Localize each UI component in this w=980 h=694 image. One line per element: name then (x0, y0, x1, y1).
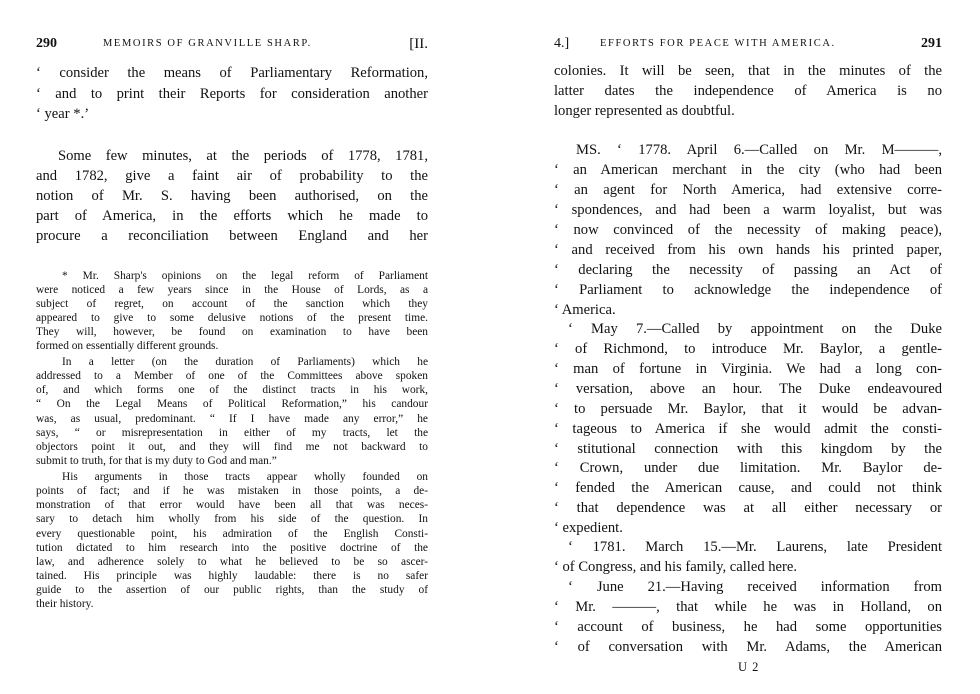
ms-line: ‘ man of fortune in Virginia. We had a long con- (554, 361, 942, 377)
footnote-line: tained. His principle was highly laudable: there is no safer (36, 570, 428, 582)
ms-line: ‘ an agent for North America, had extensive corre- (554, 182, 942, 198)
paragraph-line: Some few minutes, at the periods of 1778, 1781, (58, 148, 428, 164)
footnote-line: sary to detach him wholly from his side of the question. In (36, 513, 428, 525)
footnote-line: addressed to a Member of one of the Committees above spoken (36, 370, 428, 382)
ms-line: ‘ Crown, under due limitation. Mr. Baylor de- (554, 460, 942, 476)
page-number: 290 (36, 36, 57, 51)
footnote-line: says, “ or misrepresentation in either of my tracts, let the (36, 427, 428, 439)
ms-line: ‘ June 21.—Having received information from (568, 579, 942, 595)
footnote-line: formed on essentially different grounds. (36, 340, 219, 352)
ms-line: ‘ to persuade Mr. Baylor, that it would be advan- (554, 401, 942, 417)
paragraph-line: part of America, in the efforts which he made to (36, 208, 428, 224)
paragraph-line: notion of Mr. S. having been authorised, on the (36, 188, 428, 204)
left-page (36, 0, 428, 694)
right-page (554, 0, 942, 694)
footnote-line: subject of regret, on account of the sanction which they (36, 298, 428, 310)
ms-line: MS. ‘ 1778. April 6.—Called on Mr. M———, (576, 142, 942, 158)
intro-line: colonies. It will be seen, that in the minutes of the (554, 63, 942, 79)
running-head: EFFORTS FOR PEACE WITH AMERICA. (600, 38, 836, 49)
footnote-line: was, as usual, predominant. “ If I have made any error,” he (36, 413, 428, 425)
chapter-mark: [II. (409, 36, 428, 52)
page-number: 291 (921, 36, 942, 51)
ms-line: ‘ Mr. ———, that while he was in Holland, on (554, 599, 942, 615)
ms-line: ‘ fended the American cause, and could not think (554, 480, 942, 496)
quote-line: ‘ consider the means of Parliamentary Reformation, (36, 65, 428, 81)
footnote-line: objectors point it out, and they will find me not backward to (36, 441, 428, 453)
ms-line: ‘ spondences, and had been a warm loyalist, but was (554, 202, 942, 218)
footnote-line: law, and adherence solely to what he believed to be so ascer- (36, 556, 428, 568)
paragraph-line: procure a reconciliation between England and her (36, 228, 428, 244)
quote-line: ‘ year *.’ (36, 106, 90, 122)
ms-line: ‘ America. (554, 302, 616, 318)
ms-line: ‘ now convinced of the necessity of making peace), (554, 222, 942, 238)
ms-line: ‘ Parliament to acknowledge the independence of (554, 282, 942, 298)
footnote-line: every questionable point, his admiration of the English Consti- (36, 528, 428, 540)
ms-line: ‘ expedient. (554, 520, 623, 536)
quote-line: ‘ and to print their Reports for consideration another (36, 86, 428, 102)
footnote-line: were noticed a few years since in the House of Lords, as a (36, 284, 428, 296)
footnote-line: They will, however, be found on examination to have been (36, 326, 428, 338)
footnote-line: In a letter (on the duration of Parliaments) which he (62, 356, 428, 368)
footnote-line: of, and which forms one of the distinct tracts in his work, (36, 384, 428, 396)
signature-mark: U 2 (738, 660, 760, 674)
footnote-line: appeared to give to some delusive notions of the present time. (36, 312, 428, 324)
footnote-line: tution dictated to him research into the positive doctrine of the (36, 542, 428, 554)
ms-line: ‘ an American merchant in the city (who had been (554, 162, 942, 178)
footnote-line: their history. (36, 598, 94, 610)
ms-line: ‘ May 7.—Called by appointment on the Duke (568, 321, 942, 337)
ms-line: ‘ declaring the necessity of passing an Act of (554, 262, 942, 278)
footnote-line: monstration of that error would have been all that was neces- (36, 499, 428, 511)
footnote-line: points of fact; and if he was mistaken in those points, a de- (36, 485, 428, 497)
intro-line: latter dates the independence of America is no (554, 83, 942, 99)
paragraph-line: and 1782, give a faint air of probability to the (36, 168, 428, 184)
ms-line: ‘ that dependence was at all either necessary or (554, 500, 942, 516)
footnote-line: guide to the assertion of our public rights, than the study of (36, 584, 428, 596)
ms-line: ‘ stitutional connection with this kingdom by the (554, 441, 942, 457)
ms-line: ‘ and received from his own hands his printed paper, (554, 242, 942, 258)
ms-line: ‘ tageous to America if she would admit the consti- (554, 421, 942, 437)
ms-line: ‘ of Congress, and his family, called here. (554, 559, 798, 575)
left-page-header (36, 36, 428, 54)
ms-line: ‘ versation, above an hour. The Duke endeavoured (554, 381, 942, 397)
running-head: MEMOIRS OF GRANVILLE SHARP. (103, 38, 312, 49)
footnote-line: * Mr. Sharp's opinions on the legal reform of Parliament (62, 270, 428, 282)
ms-line: ‘ 1781. March 15.—Mr. Laurens, late President (568, 539, 942, 555)
chapter-mark: 4.] (554, 36, 570, 51)
ms-line: ‘ account of business, he had some opportunities (554, 619, 942, 635)
footnote-line: His arguments in those tracts appear wholly founded on (62, 471, 428, 483)
intro-line: longer represented as doubtful. (554, 103, 735, 119)
right-page-header (554, 36, 942, 54)
footnote-line: “ On the Legal Means of Political Reformation,” his candour (36, 398, 428, 410)
ms-line: ‘ of Richmond, to introduce Mr. Baylor, a gentle- (554, 341, 942, 357)
footnote-line: submit to truth, for that is my duty to God and man.” (36, 455, 277, 467)
ms-line: ‘ of conversation with Mr. Adams, the American (554, 639, 942, 655)
